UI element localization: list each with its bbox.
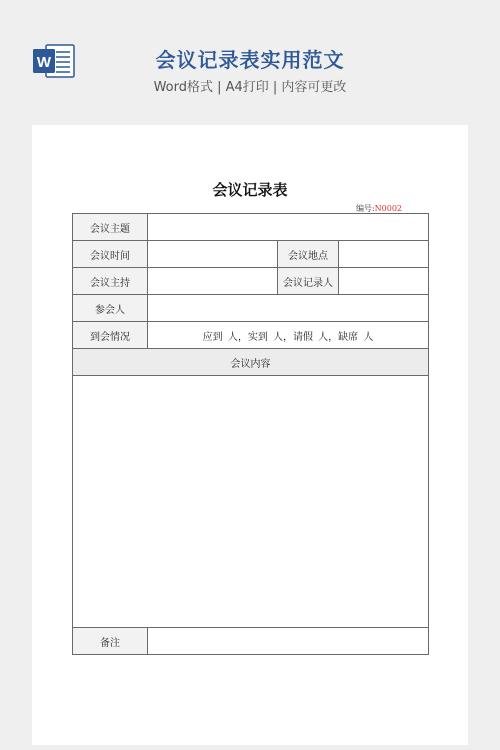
table-row <box>73 322 429 349</box>
document-title: 会议记录表 <box>212 181 288 199</box>
table-row <box>73 268 429 295</box>
participants-label: 参会人 <box>73 295 148 322</box>
document-page <box>32 125 468 745</box>
table-row <box>73 295 429 322</box>
participants-field[interactable] <box>148 295 429 322</box>
document-number-label: 编号: <box>355 204 375 213</box>
table-row <box>73 214 429 241</box>
table-row <box>73 241 429 268</box>
host-label: 会议主持 <box>73 268 148 295</box>
time-label: 会议时间 <box>73 241 148 268</box>
recorder-field[interactable] <box>339 268 429 295</box>
word-logo-letter: W <box>36 54 52 71</box>
time-field[interactable] <box>148 241 278 268</box>
attendance-field[interactable]: 应到 人，实到 人，请假 人，缺席 人 <box>148 322 429 349</box>
page-subtitle: Word格式 | A4打印 | 内容可更改 <box>153 80 347 95</box>
location-label: 会议地点 <box>278 241 339 268</box>
table-row <box>73 349 429 376</box>
remarks-label: 备注 <box>73 628 148 655</box>
content-section-header: 会议内容 <box>73 349 429 376</box>
topic-field[interactable] <box>148 214 429 241</box>
recorder-label: 会议记录人 <box>278 268 339 295</box>
remarks-field[interactable] <box>148 628 429 655</box>
topic-label: 会议主题 <box>73 214 148 241</box>
page-title: 会议记录表实用范文 <box>155 48 345 72</box>
table-row <box>73 376 429 628</box>
attendance-label: 到会情况 <box>73 322 148 349</box>
meeting-record-table <box>72 213 429 655</box>
host-field[interactable] <box>148 268 278 295</box>
content-field[interactable] <box>73 376 429 628</box>
table-row <box>73 628 429 655</box>
document-number-value: N0002 <box>374 204 402 213</box>
location-field[interactable] <box>339 241 429 268</box>
